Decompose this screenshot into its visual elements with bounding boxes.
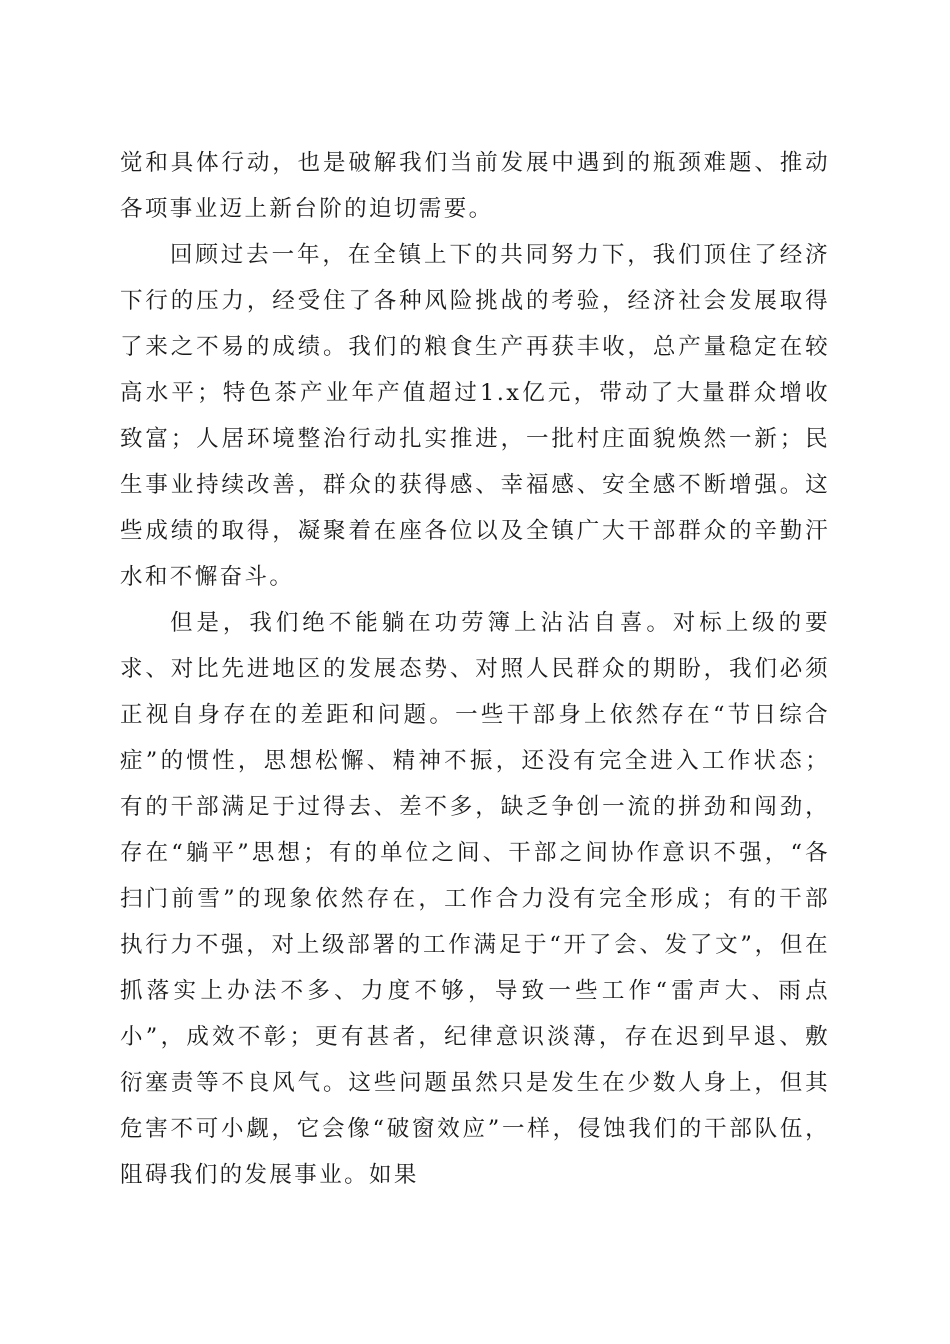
document-body	[120, 140, 830, 1198]
paragraph-review-achievements: 回顾过去一年，在全镇上下的共同努力下，我们顶住了经济下行的压力，经受住了各种风险挑战的考验，经济社会发展取得了来之不易的成绩。我们的粮食生产再获丰收，总产量稳定在较高水平；特色茶产业年产值超过1.x亿元，带动了大量群众增收致富；人居环境整治行动扎实推进，一批村庄面貌焕然一新；民生事业持续改善，群众的获得感、幸福感、安全感不断增强。这些成绩的取得，凝聚着在座各位以及全镇广大干部群众的辛勤汗水和不懈奋斗。	[120, 242, 830, 590]
paragraph-problems: 但是，我们绝不能躺在功劳簿上沾沾自喜。对标上级的要求、对比先进地区的发展态势、对照人民群众的期盼，我们必须正视自身存在的差距和问题。一些干部身上依然存在“节日综合症”的惯性，思想松懈、精神不振，还没有完全进入工作状态；有的干部满足于过得去、差不多，缺乏争创一流的拼劲和闯劲，存在“躺平”思想；有的单位之间、干部之间协作意识不强，“各扫门前雪”的现象依然存在，工作合力没有完全形成；有的干部执行力不强，对上级部署的工作满足于“开了会、发了文”，但在抓落实上办法不多、力度不够，导致一些工作“雷声大、雨点小”，成效不彰；更有甚者，纪律意识淡薄，存在迟到早退、敷衍塞责等不良风气。这些问题虽然只是发生在少数人身上，但其危害不可小觑，它会像“破窗效应”一样，侵蚀我们的干部队伍，阻碍我们的发展事业。如果	[120, 610, 830, 1188]
paragraph-continuation: 觉和具体行动，也是破解我们当前发展中遇到的瓶颈难题、推动各项事业迈上新台阶的迫切需要。	[120, 150, 830, 222]
